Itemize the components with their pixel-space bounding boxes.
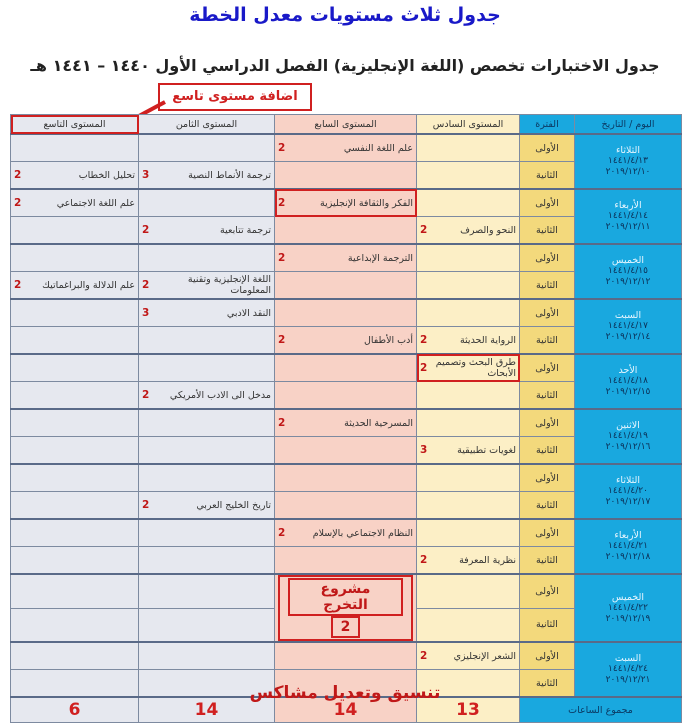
period-first: الأولى (520, 299, 575, 327)
day-cell (575, 299, 682, 354)
day-name: الأحد (618, 365, 638, 376)
course-name: مدخل الى الادب الأمريكي (169, 389, 271, 401)
course-name: تحليل الخطاب (78, 169, 135, 181)
course-hours: 2 (278, 197, 286, 209)
level8-cell (139, 217, 275, 245)
course-hours: 2 (14, 197, 22, 209)
level7-cell (275, 134, 417, 162)
total-level6: 13 (417, 697, 520, 723)
hijri-date: ١٤٤١/٤/١٧ (608, 321, 648, 331)
hijri-date: ١٤٤١/٤/١٤ (608, 211, 648, 221)
level9-cell (11, 409, 139, 437)
hijri-date: ١٤٤١/٤/٢٤ (608, 664, 648, 674)
level9-cell (11, 519, 139, 547)
day-name: الاثنين (616, 420, 640, 431)
course-name: ترجمة الأنماط النصية (188, 169, 271, 181)
level7-cell (275, 327, 417, 355)
level6-cell (417, 574, 520, 608)
period-first: الأولى (520, 409, 575, 437)
course-hours: 2 (142, 389, 150, 401)
level8-cell (139, 608, 275, 642)
greg-date: ٢٠١٩/١٢/١٠ (605, 167, 651, 177)
greg-date: ٢٠١٩/١٢/١٥ (605, 387, 651, 397)
day-cell (575, 464, 682, 519)
total-level9: 6 (11, 697, 139, 723)
course-hours: 2 (278, 417, 286, 429)
level6-cell (417, 642, 520, 670)
level9-cell (11, 574, 139, 608)
level7-cell (275, 547, 417, 575)
level6-cell (417, 464, 520, 492)
course-hours: 2 (420, 334, 428, 346)
level7-cell (275, 519, 417, 547)
period-first: الأولى (520, 574, 575, 608)
course-hours: 3 (420, 444, 428, 456)
period-second: الثانية (520, 670, 575, 698)
day-cell (575, 134, 682, 189)
level7-cell (275, 492, 417, 520)
page-subtitle: جدول الاختبارات تخصص (اللغة الإنجليزية) الفصل الدراسي الأول ١٤٤٠ – ١٤٤١ هـ (30, 56, 660, 75)
course-hours: 3 (142, 169, 150, 181)
day-name: السبت (614, 653, 642, 664)
level7-cell (275, 354, 417, 382)
table-row (11, 189, 682, 217)
level8-cell (139, 134, 275, 162)
level8-cell (139, 162, 275, 190)
level7-cell (275, 437, 417, 465)
level8-cell (139, 464, 275, 492)
level8-cell (139, 547, 275, 575)
level8-cell (139, 189, 275, 217)
greg-date: ٢٠١٩/١٢/١٤ (605, 332, 651, 342)
course-name: الترجمة الإبداعية (347, 252, 413, 264)
project-label: مشروع التخرج (288, 578, 403, 616)
project-cell (275, 574, 417, 642)
greg-date: ٢٠١٩/١٢/١١ (605, 222, 651, 232)
level6-cell (417, 519, 520, 547)
level6-cell (417, 272, 520, 300)
course-name: النقد الادبي (226, 307, 271, 319)
table-row (11, 519, 682, 547)
level8-cell (139, 299, 275, 327)
course-name: أدب الأطفال (363, 334, 413, 346)
hijri-date: ١٤٤١/٤/١٥ (608, 266, 648, 276)
day-name: الأربعاء (614, 530, 642, 541)
level8-cell (139, 382, 275, 410)
course-name: اللغة الإنجليزية وتقنية المعلومات (187, 274, 271, 296)
level6-cell (417, 354, 520, 382)
table-row (11, 354, 682, 382)
period-first: الأولى (520, 189, 575, 217)
table-row (11, 409, 682, 437)
exam-schedule-table (10, 114, 682, 723)
level6-cell (417, 547, 520, 575)
level6-cell (417, 492, 520, 520)
level7-cell (275, 299, 417, 327)
period-second: الثانية (520, 547, 575, 575)
level6-cell (417, 134, 520, 162)
level7-cell (275, 189, 417, 217)
level6-cell (417, 409, 520, 437)
day-name: الأربعاء (614, 200, 642, 211)
level9-cell (11, 272, 139, 300)
header-level8: المستوى الثامن (139, 115, 275, 135)
course-name: علم الدلالة والبراغماتيك (42, 279, 135, 291)
course-hours: 2 (278, 142, 286, 154)
level7-cell (275, 217, 417, 245)
period-second: الثانية (520, 608, 575, 642)
level9-cell (11, 162, 139, 190)
level9-cell (11, 382, 139, 410)
table-row (11, 299, 682, 327)
greg-date: ٢٠١٩/١٢/١٩ (605, 613, 651, 624)
period-second: الثانية (520, 217, 575, 245)
course-hours: 2 (420, 650, 428, 662)
day-cell (575, 574, 682, 642)
header-row (11, 115, 682, 135)
course-name: الشعر الإنجليزي (453, 650, 516, 662)
period-first: الأولى (520, 464, 575, 492)
total-level8: 14 (139, 697, 275, 723)
level9-cell (11, 244, 139, 272)
course-name: لغويات تطبيقية (457, 444, 516, 456)
level8-cell (139, 492, 275, 520)
level7-cell (275, 162, 417, 190)
day-name: الثلاثاء (615, 475, 641, 486)
course-name: علم اللغة الاجتماعي (56, 197, 135, 209)
course-hours: 2 (142, 279, 150, 291)
level7-cell (275, 244, 417, 272)
course-name: تاريخ الخليج العربي (196, 499, 271, 511)
day-cell (575, 409, 682, 464)
course-hours: 2 (420, 554, 428, 566)
hijri-date: ١٤٤١/٤/٢١ (608, 541, 648, 551)
level6-cell (417, 299, 520, 327)
level7-cell (275, 464, 417, 492)
course-hours: 2 (420, 362, 428, 374)
header-level6: المستوى السادس (417, 115, 520, 135)
hijri-date: ١٤٤١/٤/١٣ (608, 156, 648, 166)
totals-label: مجموع الساعات (520, 697, 682, 723)
level8-cell (139, 272, 275, 300)
level9-cell (11, 492, 139, 520)
level6-cell (417, 244, 520, 272)
greg-date: ٢٠١٩/١٢/١٧ (605, 497, 651, 507)
level9-cell (11, 608, 139, 642)
day-name: الثلاثاء (615, 145, 641, 156)
level6-cell (417, 327, 520, 355)
day-cell (575, 354, 682, 409)
level8-cell (139, 354, 275, 382)
level9-cell (11, 189, 139, 217)
level8-cell (139, 519, 275, 547)
period-first: الأولى (520, 244, 575, 272)
level6-cell (417, 217, 520, 245)
level6-cell (417, 382, 520, 410)
level6-cell (417, 162, 520, 190)
course-name: طرق البحث وتصميم الأبحاث (435, 357, 516, 379)
table-row (11, 642, 682, 670)
level6-cell (417, 189, 520, 217)
course-hours: 2 (278, 252, 286, 264)
header-level7: المستوى السابع (275, 115, 417, 135)
level9-cell (11, 134, 139, 162)
day-cell (575, 189, 682, 244)
course-name: ترجمة تتابعية (220, 224, 271, 236)
period-second: الثانية (520, 327, 575, 355)
level7-cell (275, 272, 417, 300)
level8-cell (139, 642, 275, 670)
header-period: الفترة (520, 115, 575, 135)
table-row (11, 464, 682, 492)
course-name: النحو والصرف (460, 224, 516, 236)
greg-date: ٢٠١٩/١٢/١٦ (605, 442, 651, 452)
level9-cell (11, 327, 139, 355)
header-day: اليوم / التاريخ (575, 115, 682, 135)
period-second: الثانية (520, 382, 575, 410)
project-hours: 2 (331, 616, 361, 638)
course-hours: 2 (14, 169, 22, 181)
level9-cell (11, 354, 139, 382)
course-hours: 2 (142, 499, 150, 511)
course-name: الرواية الحديثة (459, 334, 516, 346)
hijri-date: ١٤٤١/٤/٢٠ (608, 486, 648, 496)
day-name: الخميس (611, 591, 645, 603)
course-name: الفكر والثقافة الإنجليزية (319, 197, 413, 209)
level7-cell (275, 382, 417, 410)
level7-cell (275, 409, 417, 437)
period-first: الأولى (520, 519, 575, 547)
header-level9: المستوى التاسع (11, 115, 139, 135)
hijri-date: ١٤٤١/٤/١٩ (608, 431, 648, 441)
level8-cell (139, 437, 275, 465)
hijri-date: ١٤٤١/٤/٢٢ (608, 602, 648, 613)
greg-date: ٢٠١٩/١٢/١٨ (605, 552, 651, 562)
course-hours: 2 (420, 224, 428, 236)
course-hours: 2 (278, 334, 286, 346)
greg-date: ٢٠١٩/١٢/٢١ (605, 675, 651, 685)
day-cell (575, 244, 682, 299)
day-name: الخميس (611, 255, 645, 266)
period-first: الأولى (520, 642, 575, 670)
course-name: نظرية المعرفة (459, 554, 516, 566)
level8-cell (139, 244, 275, 272)
period-second: الثانية (520, 492, 575, 520)
course-hours: 2 (14, 279, 22, 291)
level9-cell (11, 464, 139, 492)
level6-cell (417, 608, 520, 642)
period-first: الأولى (520, 134, 575, 162)
level8-cell (139, 409, 275, 437)
page-title: جدول ثلاث مستويات معدل الخطة (189, 4, 501, 26)
annotation-box: اضافة مستوى تاسع (158, 83, 312, 111)
level9-cell (11, 299, 139, 327)
level6-cell (417, 437, 520, 465)
table-row (11, 134, 682, 162)
footer-credit: تنسيق وتعديل مشاكس (249, 683, 441, 703)
course-hours: 3 (142, 307, 150, 319)
level9-cell (11, 642, 139, 670)
course-name: علم اللغة النفسي (343, 142, 413, 154)
course-hours: 2 (278, 527, 286, 539)
level9-cell (11, 217, 139, 245)
greg-date: ٢٠١٩/١٢/١٢ (605, 277, 651, 287)
course-hours: 2 (142, 224, 150, 236)
course-name: المسرحية الحديثة (344, 417, 413, 429)
table-row (11, 574, 682, 608)
total-level7: 14 (275, 697, 417, 723)
day-cell (575, 519, 682, 574)
period-second: الثانية (520, 162, 575, 190)
day-name: السبت (614, 310, 642, 321)
level9-cell (11, 437, 139, 465)
table-row (11, 244, 682, 272)
level7-cell (275, 642, 417, 670)
period-first: الأولى (520, 354, 575, 382)
period-second: الثانية (520, 437, 575, 465)
level9-cell (11, 547, 139, 575)
course-name: النظام الاجتماعي بالإسلام (312, 527, 413, 539)
hijri-date: ١٤٤١/٤/١٨ (608, 376, 648, 386)
level8-cell (139, 327, 275, 355)
level8-cell (139, 574, 275, 608)
period-second: الثانية (520, 272, 575, 300)
